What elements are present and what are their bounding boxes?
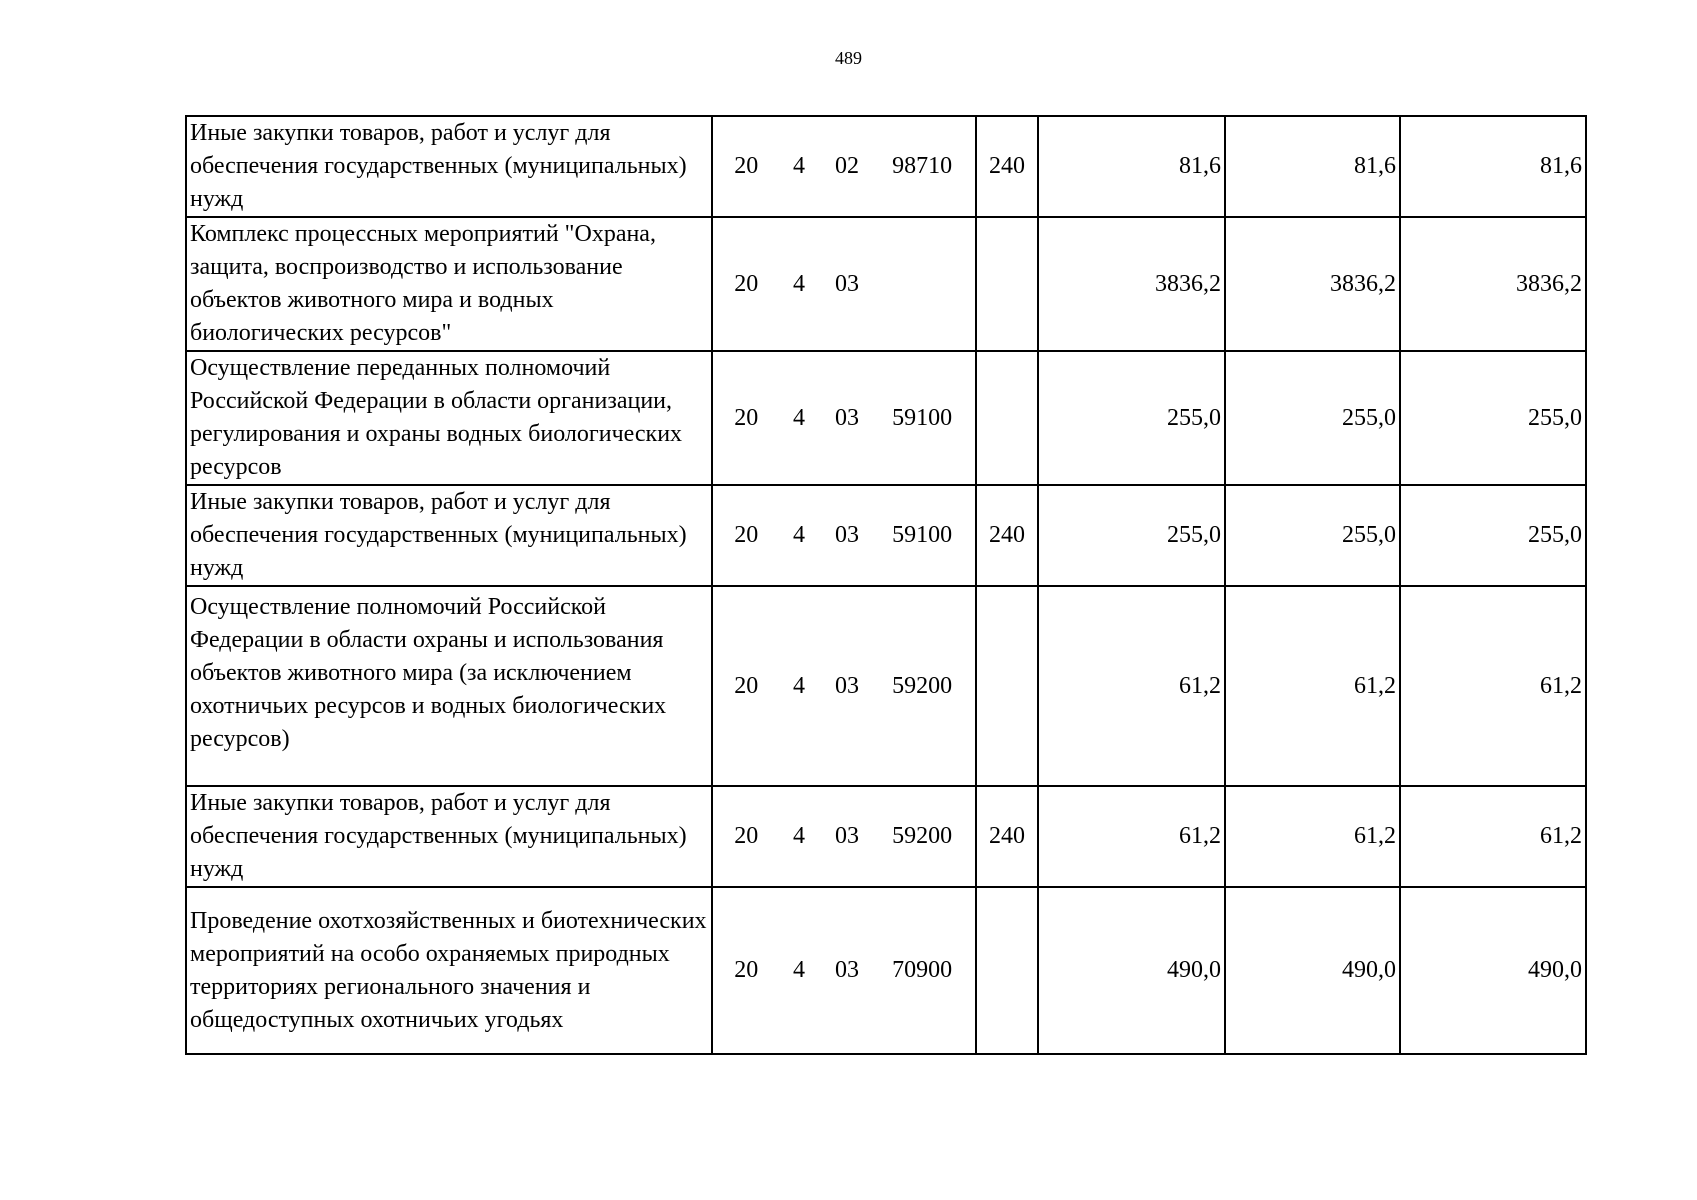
table-row [186,217,1586,351]
expense-type-code: 240 [976,786,1038,887]
sum-year-2: 61,2 [1225,786,1400,887]
sum-year-1: 255,0 [1038,485,1225,586]
expense-type-code [976,887,1038,1054]
sum-year-1: 3836,2 [1038,217,1225,351]
sum-year-2: 255,0 [1225,485,1400,586]
sum-year-3: 255,0 [1400,351,1586,485]
program-code: 20 [734,404,759,431]
target-code-cell [712,116,976,217]
program-code: 20 [734,522,759,548]
subprogram-code: 4 [793,823,806,849]
target-code-cell [712,786,976,887]
table-row [186,116,1586,217]
subprogram-code: 4 [793,957,806,983]
table-row [186,485,1586,586]
target-code-cell [712,887,976,1054]
row-description: Проведение охотхозяйственных и биотехнических мероприятий на особо охраняемых природных территориях регионального значения и общедоступных охотничьих угодьях [186,887,712,1054]
direction-code: 59100 [892,522,953,548]
subprogram-code: 4 [793,672,806,699]
sum-year-3: 490,0 [1400,887,1586,1054]
expense-type-code [976,351,1038,485]
table-row [186,351,1586,485]
group-code: 02 [834,153,859,179]
table-row [186,586,1586,786]
sum-year-2: 81,6 [1225,116,1400,217]
subprogram-code: 4 [793,404,806,431]
sum-year-2: 490,0 [1225,887,1400,1054]
table-row [186,887,1586,1054]
direction-code: 98710 [892,153,953,179]
expense-type-code [976,217,1038,351]
program-code: 20 [734,270,759,297]
table-row [186,786,1586,887]
subprogram-code: 4 [793,522,806,548]
sum-year-2: 255,0 [1225,351,1400,485]
row-description: Комплекс процессных мероприятий "Охрана, защита, воспроизводство и использование объектов животного мира и водных биологических ресурсов" [186,217,712,351]
target-code-cell [712,485,976,586]
expense-type-code: 240 [976,116,1038,217]
program-code: 20 [734,957,759,983]
sum-year-1: 81,6 [1038,116,1225,217]
sum-year-3: 61,2 [1400,786,1586,887]
direction-code: 59200 [892,672,953,699]
budget-table [185,115,1587,1055]
sum-year-3: 81,6 [1400,116,1586,217]
sum-year-3: 255,0 [1400,485,1586,586]
group-code: 03 [834,957,859,983]
sum-year-2: 61,2 [1225,586,1400,786]
subprogram-code: 4 [793,153,806,179]
subprogram-code: 4 [793,270,806,297]
sum-year-1: 255,0 [1038,351,1225,485]
row-description: Осуществление переданных полномочий Российской Федерации в области организации, регулирования и охраны водных биологических ресурсов [186,351,712,485]
row-description: Иные закупки товаров, работ и услуг для обеспечения государственных (муниципальных) нужд [186,116,712,217]
group-code: 03 [834,823,859,849]
expense-type-code: 240 [976,485,1038,586]
program-code: 20 [734,153,759,179]
group-code: 03 [834,522,859,548]
sum-year-3: 3836,2 [1400,217,1586,351]
row-description: Осуществление полномочий Российской Федерации в области охраны и использования объектов животного мира (за исключением охотничьих ресурсов и водных биологических ресурсов) [186,586,712,786]
group-code: 03 [834,270,859,297]
sum-year-1: 61,2 [1038,586,1225,786]
group-code: 03 [834,404,859,431]
sum-year-1: 61,2 [1038,786,1225,887]
program-code: 20 [734,672,759,699]
row-description: Иные закупки товаров, работ и услуг для обеспечения государственных (муниципальных) нужд [186,786,712,887]
direction-code: 59100 [892,404,953,431]
direction-code: 70900 [892,957,953,983]
target-code-cell [712,217,976,351]
row-description: Иные закупки товаров, работ и услуг для обеспечения государственных (муниципальных) нужд [186,485,712,586]
target-code-cell [712,351,976,485]
sum-year-3: 61,2 [1400,586,1586,786]
target-code-cell [712,586,976,786]
program-code: 20 [734,823,759,849]
expense-type-code [976,586,1038,786]
page-number: 489 [835,48,862,68]
sum-year-1: 490,0 [1038,887,1225,1054]
sum-year-2: 3836,2 [1225,217,1400,351]
direction-code: 59200 [892,823,953,849]
group-code: 03 [834,672,859,699]
